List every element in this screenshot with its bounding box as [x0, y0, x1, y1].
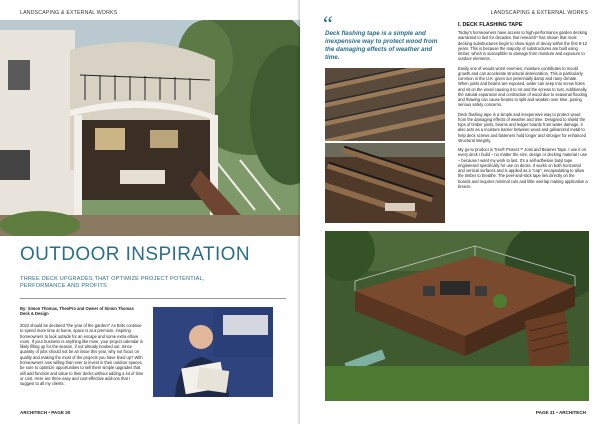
article-title: OUTDOOR INSPIRATION — [20, 244, 250, 265]
page-footer-right: PAGE 31 • ARCHITECH — [535, 410, 586, 415]
author-portrait-illustration — [153, 307, 273, 397]
section-tag-right: LANDSCAPING & EXTERNAL WORKS — [490, 10, 588, 16]
quote-mark-icon: “ — [323, 11, 333, 36]
intro-body-text: 2022 should be declared "the year of the garden!" As Brits continue to spend more time at home, space is at a premium, inspiring homeowners to look outside for an escape and some extra elbow room. If your business is anything like mine, your project calendar is likely filling up for the season, if not already booked out. Since quantity of jobs should not be an issue this year, why not focus on quality and making the most of the projects you have lined up? With homeowners now willing than ever to invest in their outdoor spaces, be sure to optimize opportunities to sell them simple upgrades that will add function and value to their decks without adding a lot of time or cost. Here are three easy and cost-effective add-ons that I suggest to all my clients: — [20, 323, 144, 387]
right-page — [300, 0, 600, 424]
flashing-tape-illustration — [325, 143, 445, 223]
body-paragraph: Deck flashing tape is a simple and inexpensive way to protect wood from the damaging effects of weather and time. Designed to shield the tops of timber joists, beams and ledger boards from water damage, it also acts as a moisture barrier between wood and galvanized metal to help deck screws and fasteners hold longer and stronger for enhanced structural integrity. — [458, 111, 586, 143]
hero-photo-illustration — [0, 20, 300, 236]
flashing-tape-photo — [325, 143, 445, 223]
deck-joists-photo — [325, 68, 445, 141]
page-footer-left: ARCHITECH • PAGE 30 — [20, 410, 71, 415]
body-paragraph: Easily one of woods worst enemies, moisture contributes to mould growth and can accelerate structural deterioration. This is particularly common in the U.K. given our perennially damp and rainy climate. When joists and beams are exposed, water can seep into screw holes and sit on the wood causing it to rot and the screws to rust. Additionally, the natural expansion and contraction of wood due to seasonal flooding and thawing can cause beams to split and weaken over time, posing serious safety concerns. — [458, 65, 588, 108]
section-heading: I. DECK FLASHING TAPE — [458, 22, 523, 28]
divider — [20, 298, 286, 299]
article-subtitle: THREE DECK UPGRADES THAT OPTIMIZE PROJECT POTENTIAL, PERFORMANCE AND PROFITS — [20, 276, 205, 290]
garden-deck-aerial-photo — [325, 231, 589, 401]
byline: By: Simon Thomas, TheoPro and Owner of Simon Thomas Deck & Design — [20, 306, 134, 317]
pull-quote: Deck flashing tape is a simple and inexpensive way to protect wood from the damaging effects of weather and time. — [325, 30, 438, 61]
section-tag: LANDSCAPING & EXTERNAL WORKS — [20, 10, 118, 16]
garden-deck-illustration — [325, 231, 589, 401]
body-paragraph: My go-to product is Trex® Protect™ Joist and Beamer Tape. I use it on every deck I build – no matter the size, design or decking material I use – because I want my work to last. It's a self-adhesive butyl tape engineered specifically for use on decks. It works on both horizontal and vertical surfaces and is applied as a "cap", encapsulating to allow the timber to breathe. The peel-and-stick tape lies directly on the boards and requires minimal cuts and little overlap making application a breeze. — [458, 147, 588, 189]
flashing-tape-body — [458, 30, 588, 193]
hero-photo-covered-deck — [0, 20, 300, 236]
author-portrait-photo — [153, 307, 273, 397]
body-paragraph: Today's homeowners have access to high-performance garden decking warranted to last for decades. But research* has shown that most decking substructures begin to show signs of decay within the first 8-12 years. This is because the majority of substructures are built using timber, which is susceptible to damage from moisture and exposure to outdoor elements. — [458, 30, 588, 62]
deck-joists-illustration — [325, 68, 445, 141]
